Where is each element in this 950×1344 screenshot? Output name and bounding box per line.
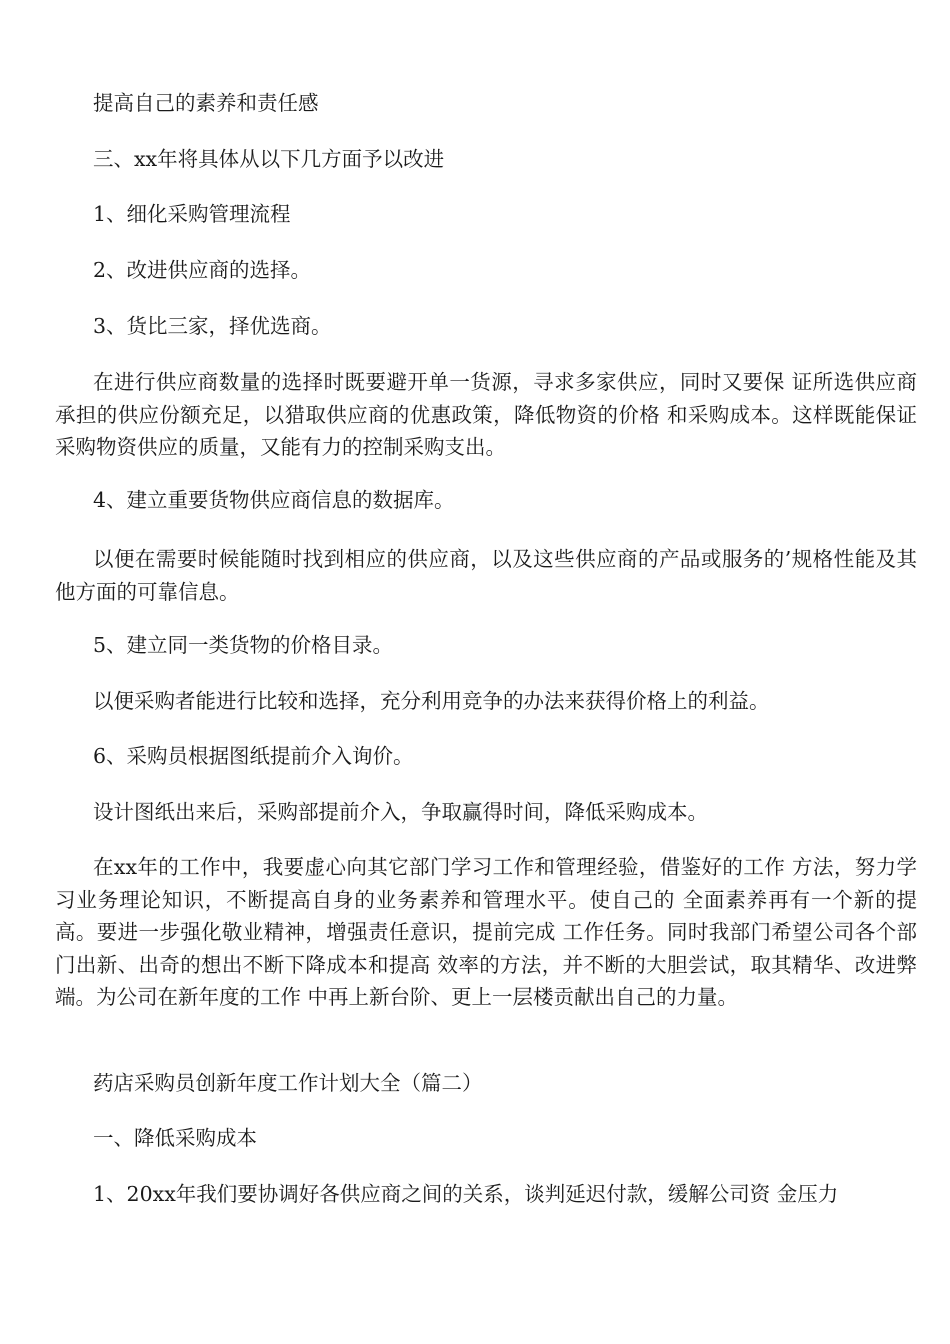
list-item: 2、改进供应商的选择。 [93,258,312,282]
section-title: 药店采购员创新年度工作计划大全（篇二） [93,1071,483,1095]
list-item: 4、建立重要货物供应商信息的数据库。 [93,488,455,512]
text-line: 设计图纸出来后，采购部提前介入，争取赢得时间，降低采购成本。 [93,800,708,824]
text-line: 以便采购者能进行比较和选择，充分利用竞争的办法来获得价格上的利益。 [93,689,770,713]
paragraph: 在进行供应商数量的选择时既要避开单一货源，寻求多家供应，同时又要保 证所选供应商承担的供应份额充足，以猎取供应商的优惠政策，降低物资的价格 和采购成本。这样既能保证采购物资供应的质量，又能有力的控制采购支出。 [55,370,917,459]
list-item: 1、20xx年我们要协调好各供应商之间的关系，谈判延迟付款，缓解公司资 金压力 [93,1182,839,1206]
list-item: 1、细化采购管理流程 [93,202,291,226]
list-item: 6、采购员根据图纸提前介入询价。 [93,744,414,768]
paragraph: 在xx年的工作中，我要虚心向其它部门学习工作和管理经验，借鉴好的工作 方法，努力学习业务理论知识，不断提高自身的业务素养和管理水平。使自己的 全面素养再有一个新的提高。要进一步强化敬业精神，增强责任意识，提前完成 工作任务。同时我部门希望公司各个部门出新、出奇的想出不断下降成本和提高 效率的方法，并不断的大胆尝试，取其精华、改进弊端。为公司在新年度的工作 中再上新台阶、更上一层楼贡献出自己的力量。 [55,855,917,1009]
section-heading: 三、xx年将具体从以下几方面予以改进 [93,147,445,171]
section-heading: 一、降低采购成本 [93,1126,257,1150]
list-item: 5、建立同一类货物的价格目录。 [93,633,394,657]
list-item: 3、货比三家，择优选商。 [93,314,332,338]
text-line: 提高自己的素养和责任感 [93,91,319,115]
paragraph: 以便在需要时候能随时找到相应的供应商，以及这些供应商的产品或服务的’规格性能及其他方面的可靠信息。 [55,547,917,604]
